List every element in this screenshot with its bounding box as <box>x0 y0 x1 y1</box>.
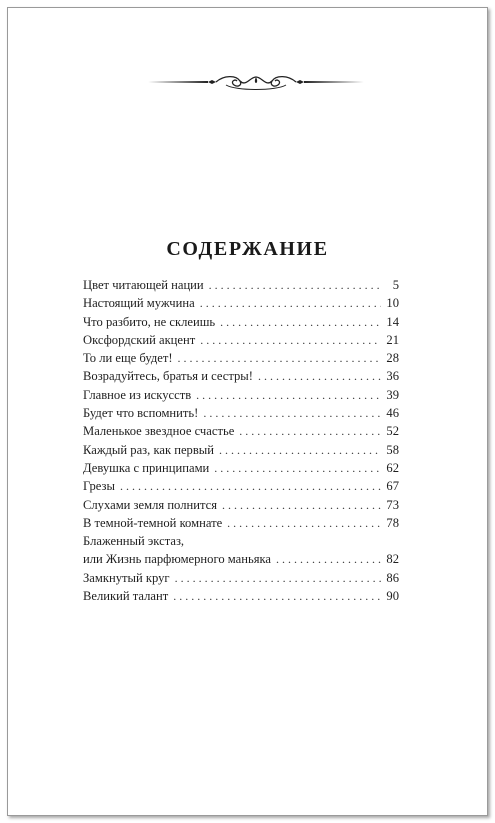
toc-entry[interactable] <box>83 477 399 495</box>
toc-entry[interactable] <box>83 276 399 294</box>
toc-entry-title: Грезы <box>83 479 115 494</box>
dot-leader <box>196 386 381 404</box>
toc-entry[interactable] <box>83 367 399 385</box>
table-of-contents <box>83 276 399 605</box>
toc-entry-title-line2: или Жизнь парфюмерного маньяка <box>83 552 272 567</box>
dot-leader <box>214 459 381 477</box>
toc-entry-page: 46 <box>386 406 399 421</box>
toc-entry[interactable] <box>83 569 399 587</box>
dot-leader <box>200 331 381 349</box>
toc-entry-page: 14 <box>386 314 399 329</box>
toc-entry-page: 36 <box>386 369 399 384</box>
toc-entry[interactable] <box>83 514 399 532</box>
toc-entry-page: 10 <box>386 296 399 311</box>
toc-entry-page: 58 <box>386 442 399 457</box>
dot-leader <box>239 422 381 440</box>
toc-entry[interactable] <box>83 422 399 440</box>
toc-entry-page: 90 <box>386 589 399 604</box>
dot-leader <box>178 349 381 367</box>
dot-leader <box>276 550 381 568</box>
toc-entry-title: Маленькое звездное счастье <box>83 424 235 439</box>
toc-entry-title: Девушка с принципами <box>83 460 210 475</box>
toc-entry[interactable] <box>83 331 399 349</box>
toc-entry-page: 78 <box>386 515 399 530</box>
book-page <box>7 7 488 816</box>
toc-entry[interactable] <box>83 313 399 331</box>
decorative-flourish-icon <box>146 71 366 93</box>
dot-leader <box>220 313 381 331</box>
toc-entry-page: 28 <box>386 351 399 366</box>
toc-entry-title: Будет что вспомнить! <box>83 406 199 421</box>
toc-entry-page: 82 <box>386 552 399 567</box>
toc-entry[interactable] <box>83 386 399 404</box>
toc-entry[interactable] <box>83 349 399 367</box>
toc-entry-title: Возрадуйтесь, братья и сестры! <box>83 369 253 384</box>
toc-entry[interactable] <box>83 294 399 312</box>
toc-entry[interactable] <box>83 459 399 477</box>
toc-entry-line2 <box>83 550 399 568</box>
toc-entry-page: 86 <box>386 570 399 585</box>
toc-entry-page: 21 <box>386 332 399 347</box>
dot-leader <box>219 441 381 459</box>
toc-entry-page: 5 <box>392 278 399 292</box>
toc-entry-page: 52 <box>386 424 399 439</box>
toc-entry-page: 39 <box>386 387 399 402</box>
toc-entry-title: Что разбито, не склеишь <box>83 314 216 329</box>
toc-entry-title: То ли еще будет! <box>83 351 173 366</box>
dot-leader <box>200 294 381 312</box>
toc-entry[interactable] <box>83 496 399 514</box>
toc-entry-page: 62 <box>386 460 399 475</box>
toc-entry-title: Настоящий мужчина <box>83 296 195 311</box>
toc-entry[interactable] <box>83 587 399 605</box>
toc-entry-title-line1: Блаженный экстаз, <box>83 534 185 549</box>
toc-entry[interactable] <box>83 441 399 459</box>
dot-leader <box>173 587 381 605</box>
toc-entry-page: 73 <box>386 497 399 512</box>
toc-entry-title: Слухами земля полнится <box>83 497 217 512</box>
dot-leader <box>203 404 381 422</box>
page-title: СОДЕРЖАНИЕ <box>166 238 329 260</box>
toc-entry-title: Великий талант <box>83 589 169 604</box>
dot-leader <box>120 477 381 495</box>
dot-leader <box>209 276 381 294</box>
toc-entry-title: Каждый раз, как первый <box>83 442 214 457</box>
toc-entry-title: Замкнутый круг <box>83 570 170 585</box>
dot-leader <box>227 514 381 532</box>
dot-leader <box>175 569 381 587</box>
toc-entry-title: В темной-темной комнате <box>83 515 223 530</box>
toc-entry[interactable] <box>83 532 399 569</box>
dot-leader <box>222 496 381 514</box>
toc-entry-page: 67 <box>386 479 399 494</box>
toc-entry-title: Оксфордский акцент <box>83 332 196 347</box>
dot-leader <box>258 367 381 385</box>
toc-entry[interactable] <box>83 404 399 422</box>
toc-entry-title: Цвет читающей нации <box>83 278 204 292</box>
toc-entry-title: Главное из искусств <box>83 387 192 402</box>
